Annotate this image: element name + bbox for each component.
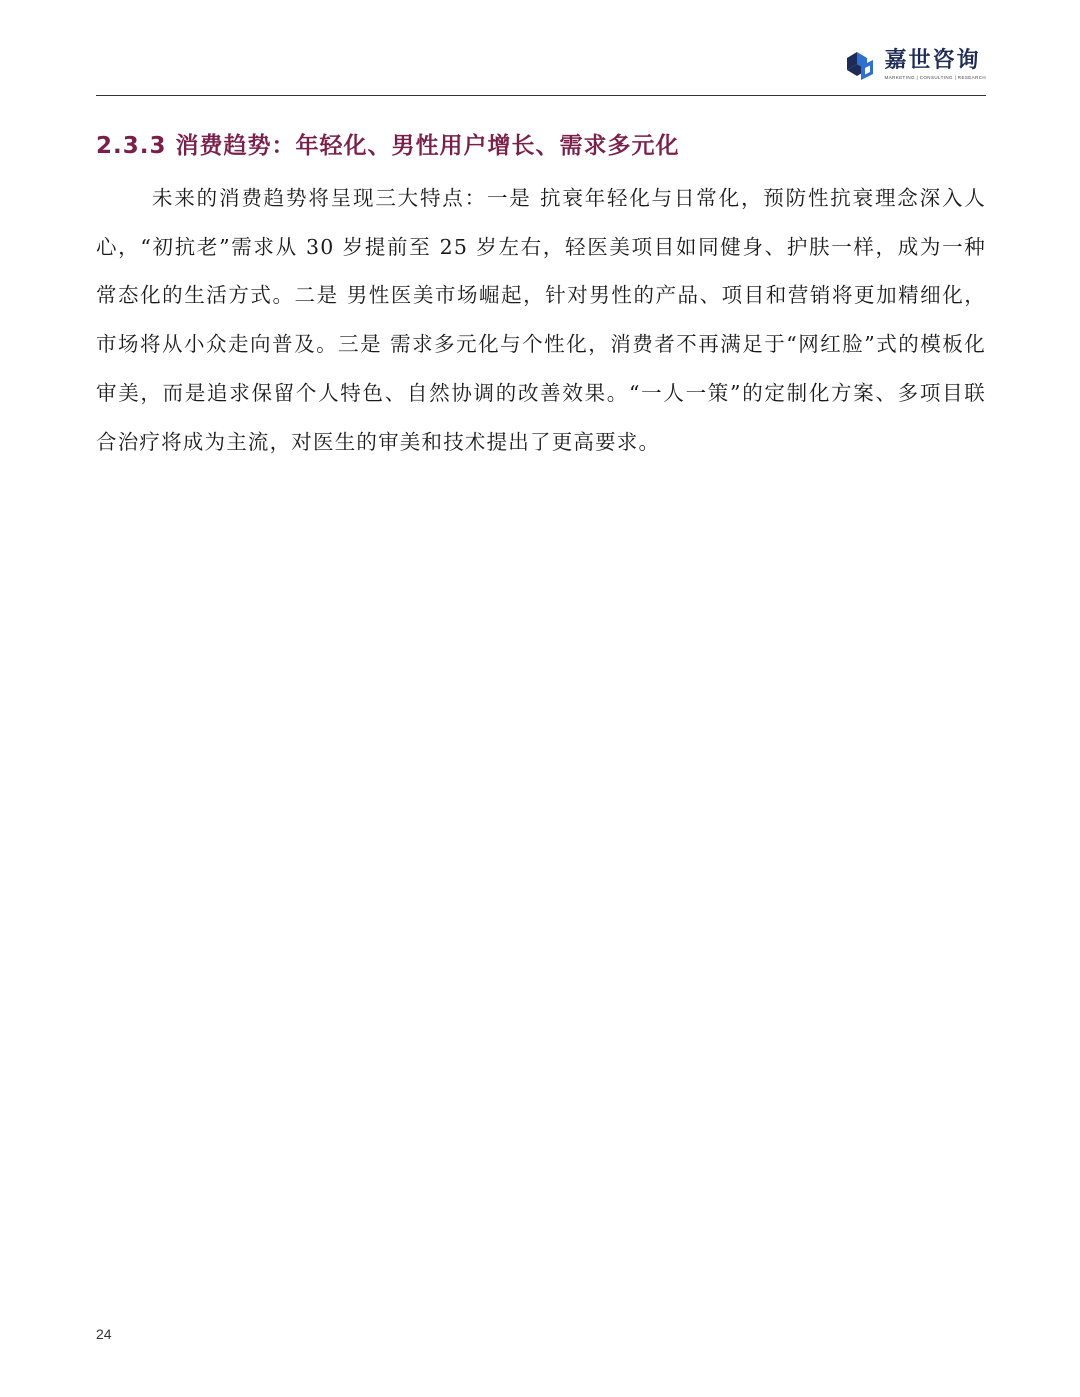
body-paragraph: 未来的消费趋势将呈现三大特点：一是 抗衰年轻化与日常化，预防性抗衰理念深入人心，“初抗老”需求从 30 岁提前至 25 岁左右，轻医美项目如同健身、护肤一样，成为一种常态化的生活方式。二是 男性医美市场崛起，针对男性的产品、项目和营销将更加精细化，市场将从小众走向普及。三是 需求多元化与个性化，消费者不再满足于“网红脸”式的模板化审美，而是追求保留个人特色、自然协调的改善效果。“一人一策”的定制化方案、多项目联合治疗将成为主流，对医生的审美和技术提出了更高要求。 <box>96 186 986 454</box>
brand-tagline: MARKETING | CONSULTING | RESEARCH <box>884 75 986 80</box>
header-divider <box>96 95 986 96</box>
brand-name: 嘉世咨询 <box>884 48 981 73</box>
brand-logo <box>843 48 986 82</box>
page-header <box>96 40 986 96</box>
section-title: 2.3.3 消费趋势：年轻化、男性用户增长、需求多元化 <box>96 133 680 159</box>
page-number: 24 <box>96 1326 112 1342</box>
jiashi-logo-icon <box>843 48 877 82</box>
